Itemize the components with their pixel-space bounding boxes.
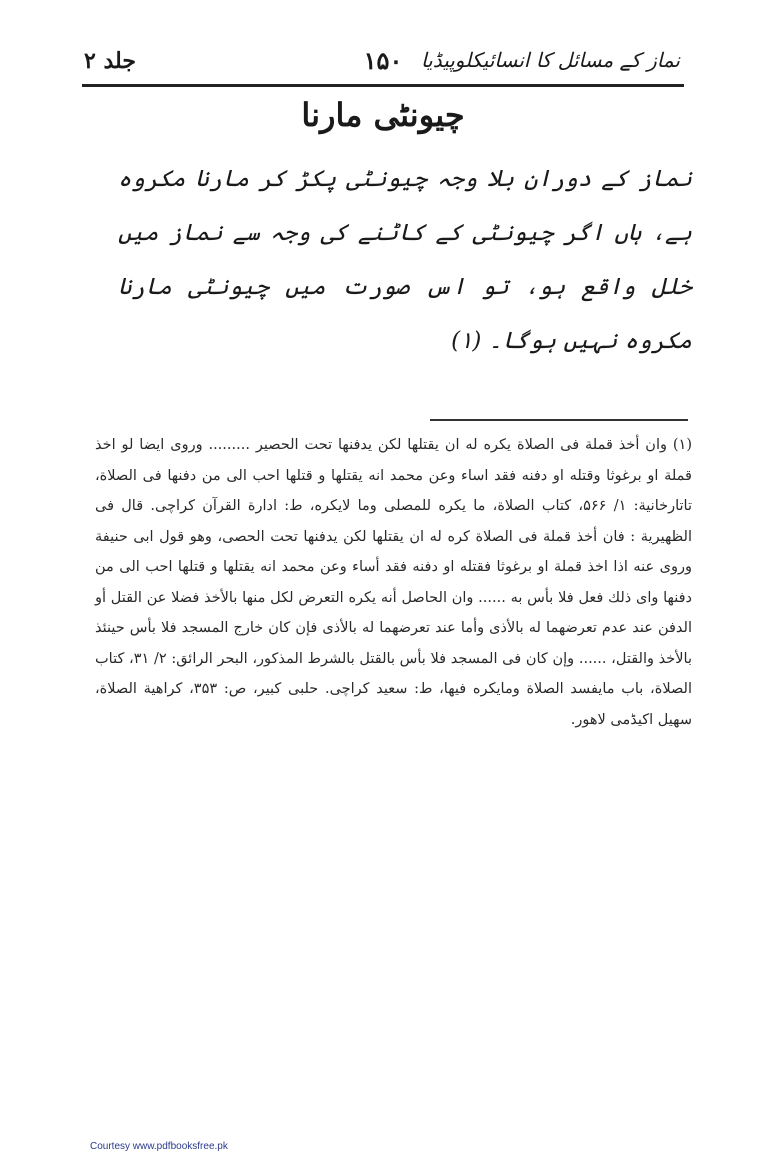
footnote-text: (۱) وان أخذ قملة فى الصلاة يكره له ان يقتلها لكن يدفنها تحت الحصير ......... وروى ايضا لو اخذ قملة او برغوثا وقتله او دفنه فقد اساء وعن محمد انه يقتلها و قتلها احب الى من دفنها فى الصلاة، تاتارخانية: ۱/ ۵۶۶، كتاب الصلاة، ما يكره للمصلى وما لايكره، ط: ادارة القرآن كراچى. قال فى الظهيرية : فان أخذ قملة فى الصلاة كره له ان يقتلها لكن يدفنها تحت الحصى، وهو قول ابى حنيفة وروى عنه اذا اخذ قملة او برغوثا فقتله او دفنه فقد أساء وعن محمد انه يقتلها و قتلها احب الى من دفنها واى ذلك فعل فلا بأس به ...... وان الحاصل أنه يكره التعرض لكل منها بالأخذ فضلا عن القتل أو الدفن عند عدم تعرضهما له بالأذى وأما عند تعرضهما له بالأذى فإن كان خارج المسجد فلا بأس حينئذ بالأخذ والقتل، ...... وإن كان فى المسجد فلا بأس بالقتل بالشرط المذكور، البحر الرائق: ۲/ ۳۱، كتاب الصلاة، باب مايفسد الصلاة ومايكره فيها، ط: سعيد كراچى. حلبى كبير، ص: ۳۵۳، كراهية الصلاة، سهيل اكيڈمى لاهور.: [95, 437, 692, 728]
page-number: ۱۵۰: [363, 46, 403, 75]
courtesy-credit: Courtesy www.pdfbooksfree.pk: [90, 1141, 228, 1152]
header-divider: [82, 84, 684, 87]
body-paragraph: نماز کے دوران بلا وجہ چیونٹی پکڑ کر مارنا مکروہ ہے، ہاں اگر چیونٹی کے کاٹنے کی وجہ سے نماز میں خلل واقع ہو، تو اس صورت میں چیونٹی مارنا مکروہ نہیں ہوگا۔ (۱): [118, 166, 692, 354]
page-header: [82, 42, 684, 82]
footnote-divider: [430, 419, 688, 421]
book-title: نماز کے مسائل کا انسائیکلوپیڈیا: [421, 48, 680, 72]
section-title: چیونٹی مارنا: [301, 96, 465, 134]
volume-label: جلد ۲: [84, 48, 136, 74]
